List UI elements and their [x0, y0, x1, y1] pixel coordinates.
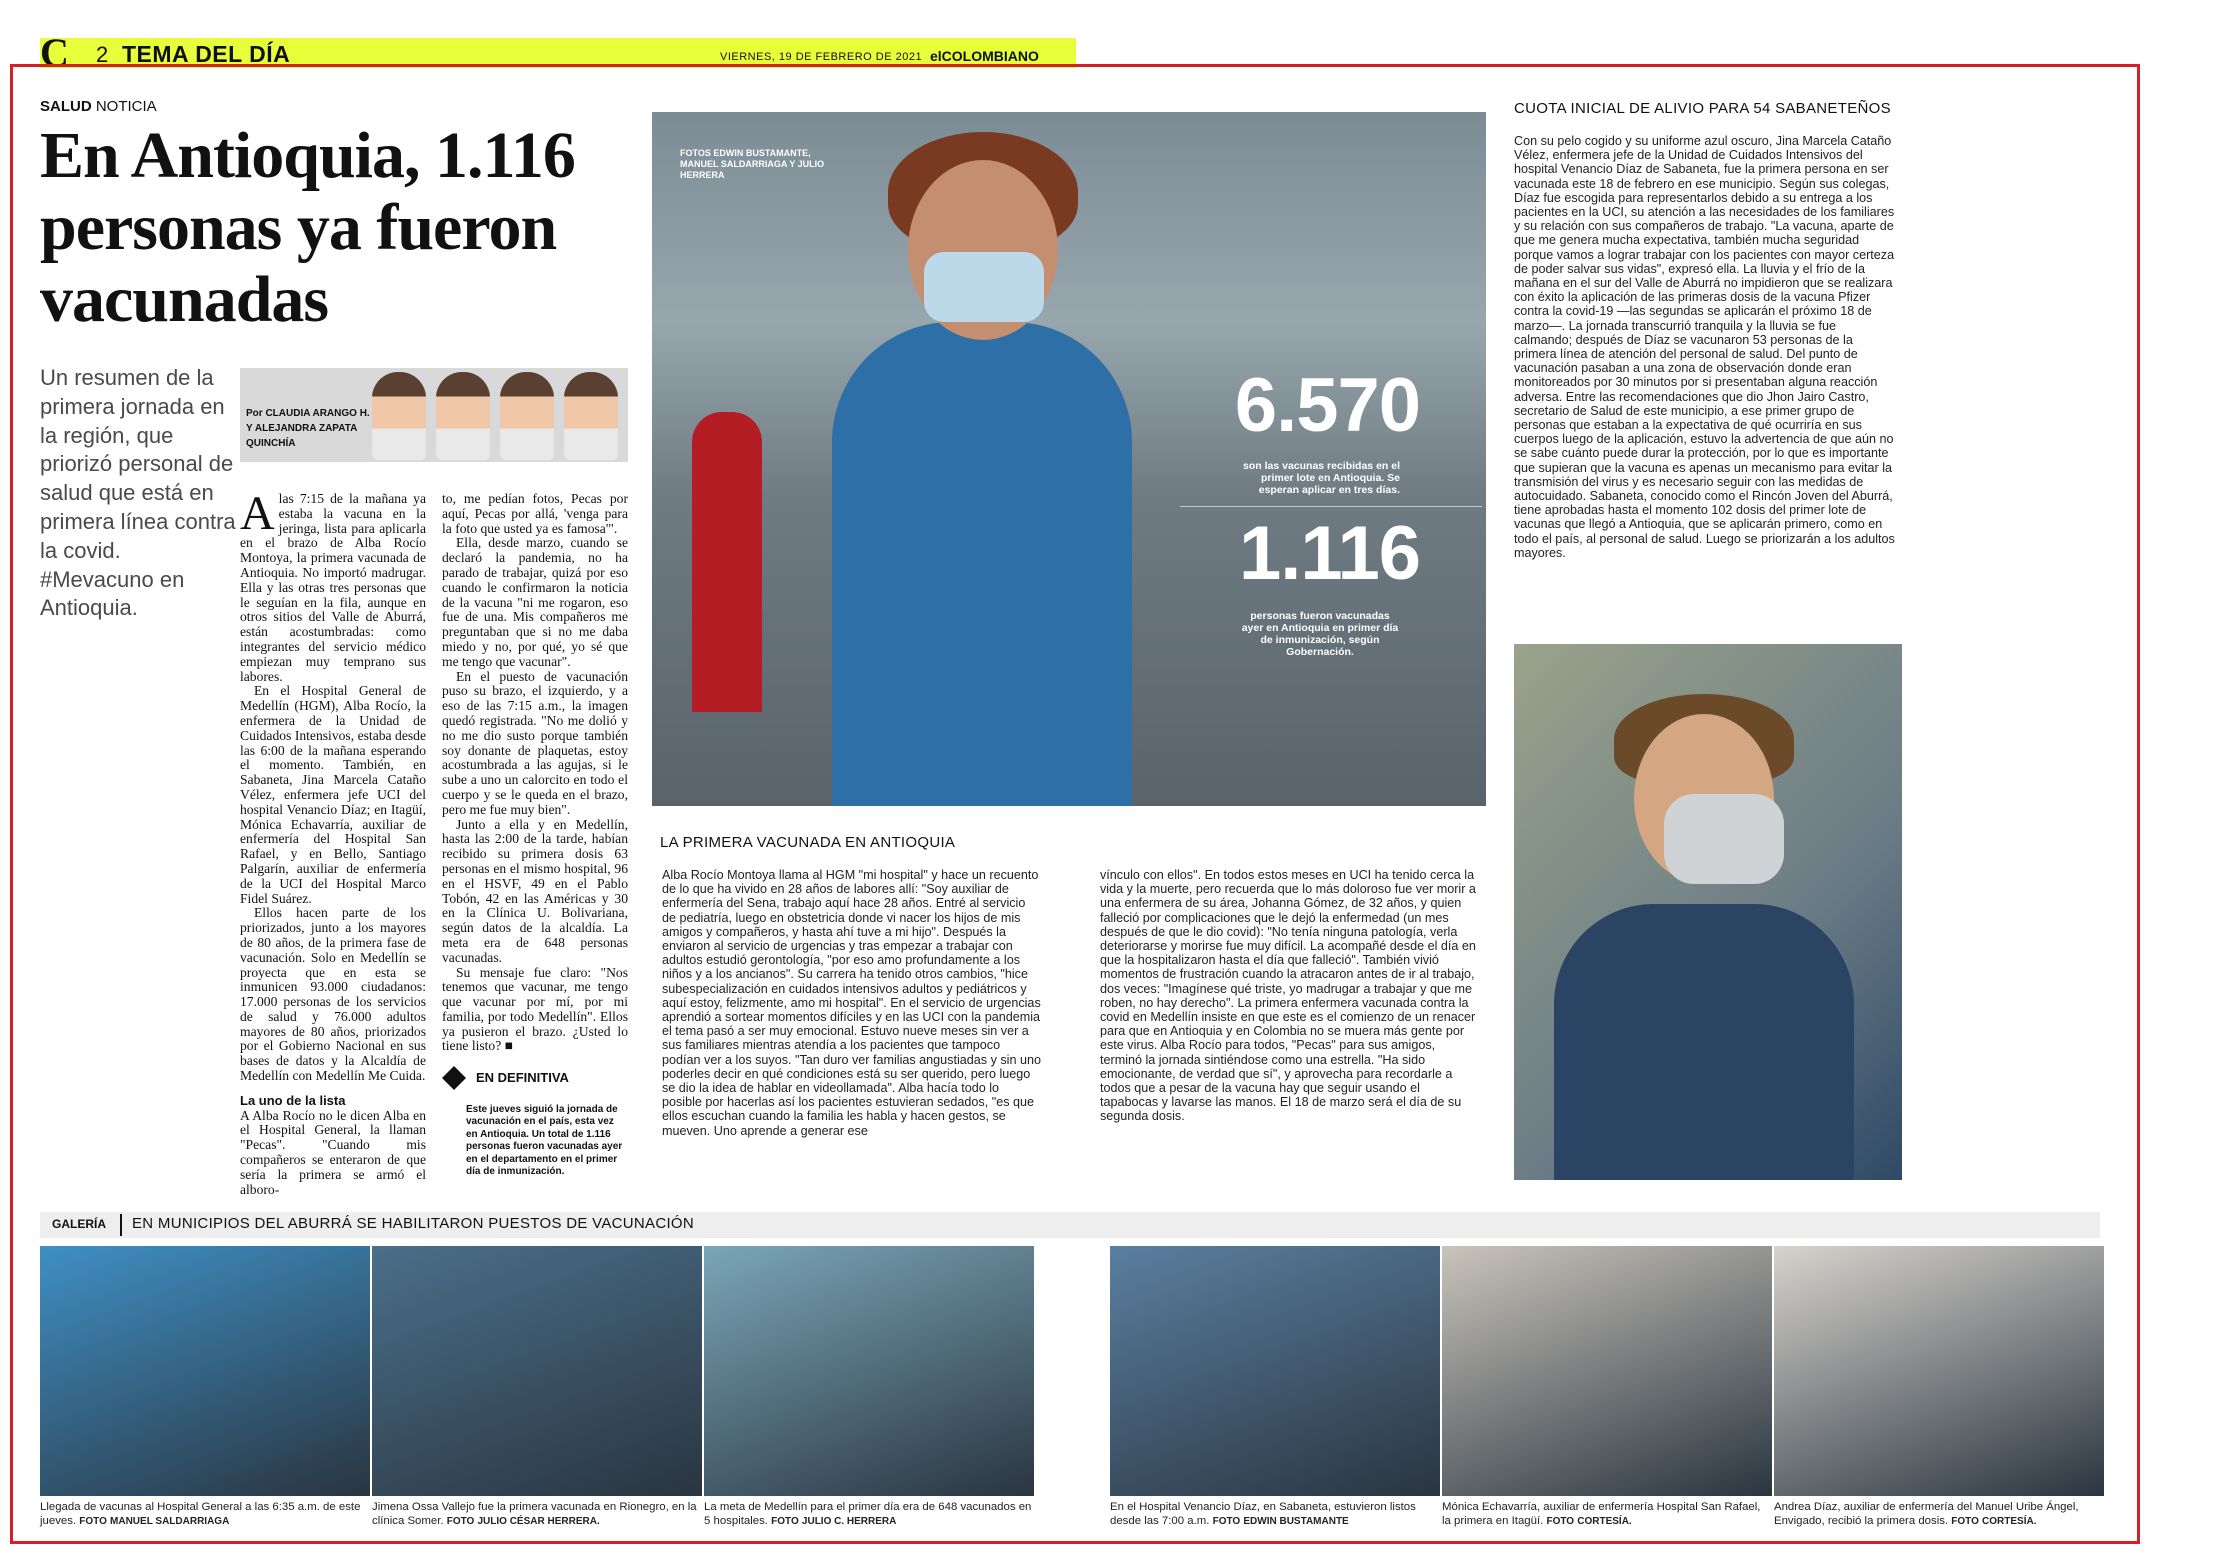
paragraph: las 7:15 de la mañana ya estaba la vacuna en la jeringa, lista para aplicarla en el brazo de Alba Rocío Montoya, la primera vacunada de Antioquia. No importó madrugar. Ella y las otras tres personas que le seguían en la fila, aunque en otros sitios del Valle de Aburrá, están acostumbradas: como integrantes del servicio médico empiezan muy temprano sus labores.	[240, 491, 426, 684]
gallery-photo	[40, 1246, 370, 1496]
gallery-photo	[1110, 1246, 1440, 1496]
stat-description: personas fueron vacunadas ayer en Antioquia en primer día de inmunización, según Gobernación.	[1241, 610, 1399, 658]
gallery-photo	[1774, 1246, 2104, 1496]
photo-background-person	[692, 412, 762, 712]
divider	[120, 1214, 122, 1236]
gallery-caption: Jimena Ossa Vallejo fue la primera vacunada en Rionegro, en la clínica Somer. FOTO JULIO CÉSAR HERRERA.	[372, 1501, 697, 1527]
stat-description: son las vacunas recibidas en el primer lote en Antioquia. Se esperan aplicar en tres días.	[1243, 460, 1400, 496]
photo-nurse-figure	[832, 322, 1132, 806]
dropcap: A	[240, 487, 275, 540]
author-photo	[436, 372, 490, 460]
gallery-label: GALERÍA	[52, 1217, 106, 1231]
gallery-caption: La meta de Medellín para el primer día era de 648 vacunados en 5 hospitales. FOTO JULIO C. HERRERA	[704, 1501, 1032, 1527]
gallery-caption: Mónica Echavarría, auxiliar de enfermería Hospital San Rafael, la primera en Itagüí. FOTO CORTESÍA.	[1442, 1501, 1761, 1527]
paragraph: Su mensaje fue claro: "Nos tenemos que vacunar, me tengo que vacunar por mí, por mi familia, por todo Medellín". Ellos ya pusieron el brazo. ¿Usted lo tiene listo? ■	[442, 964, 628, 1054]
gallery-title: EN MUNICIPIOS DEL ABURRÁ SE HABILITARON PUESTOS DE VACUNACIÓN	[132, 1215, 695, 1232]
photo-credit: FOTOS EDWIN BUSTAMANTE, MANUEL SALDARRIAGA Y JULIO HERRERA	[680, 148, 825, 180]
section-title: TEMA DEL DÍA	[122, 41, 291, 67]
stat-value: 1.116	[1239, 511, 1420, 596]
article-column-2	[442, 492, 628, 1054]
paragraph: A Alba Rocío no le dicen Alba en el Hospital General, la llaman "Pecas". "Cuando mis compañeros se enteraron de que sería la primera se armó el alboro-	[240, 1107, 426, 1197]
article-kicker: SALUD NOTICIA	[40, 98, 157, 115]
gallery-photo	[372, 1246, 702, 1496]
sidebar-story-column-2: vínculo con ellos". En todos estos meses en UCI ha tenido cerca la vida y la muerte, pero recuerda que lo más doloroso fue ver morir a una enfermera de su área, Johanna Gómez, de 32 años, y quien falleció por complicaciones que le dejó la enfermedad (un mes después de que le dio covid): "No tenía ninguna patología, verla deteriorarse y morirse fue muy difícil. La acompañé desde el día en que la hospitalizaron hasta el día que falleció". También vivió momentos de frustración cuando la atracaron antes de ir al trabajo, dos veces: "Imagínese qué triste, yo madrugar a trabajar y que me roben, no hay derecho". La primera enfermera vacunada contra la covid en Medellín insiste en que este es el comienzo de un renacer para que en Antioquia y en Colombia no se muera más gente por este virus. Alba Rocío para todos, "Pecas" para sus amigos, terminó la jornada sintiéndose como una estrella. "Ha sido emocionante, de verdad que sí", y aprovecha para recordarle a todos que a pesar de la vacuna hay que seguir usando el tapabocas y lavarse las manos. El 18 de marzo será el día de su segunda dosis.	[1100, 868, 1476, 1124]
definitiva-title: EN DEFINITIVA	[476, 1070, 569, 1085]
page-number: 2	[96, 42, 109, 67]
paragraph: to, me pedían fotos, Pecas por aquí, Pecas por allá, 'venga para la foto que usted ya es famosa'".	[442, 491, 628, 536]
article-headline: En Antioquia, 1.116 personas ya fueron vacunadas	[40, 119, 575, 336]
subheading: La uno de la lista	[240, 1092, 346, 1108]
main-photo	[652, 112, 1486, 806]
definitiva-text: Este jueves siguió la jornada de vacunación en el país, esta vez en Antioquia. Un total de 1.116 personas fueron vacunadas ayer en el departamento en el primer día de inmunización.	[466, 1104, 623, 1178]
author-photo	[500, 372, 554, 460]
paragraph: Ella, desde marzo, cuando se declaró la pandemia, no ha parado de trabajar, quizá por eso cuando le confirmaron la noticia de la vacuna "ni me rogaron, eso fue de una. Mis compañeros me preguntaban que si no me daba miedo y no, por qué, yo sé que me tengo que vacunar".	[442, 535, 628, 669]
sidebar-story-column-1: Alba Rocío Montoya llama al HGM "mi hospital" y hace un recuento de lo que ha vivido en 28 años de labores allí: "Soy auxiliar de enfermería del Sena, trabajo aquí hace 28 años. Entré al servicio de pediatría, luego en obstetricia donde vi nacer los hijos de mis amigos y compañeros, y hasta ahí tuve a mi hijo". Después la enviaron al servicio de urgencias y tras empezar a trabajar con adultos estudió gerontología, "por eso amo profundamente a los niños y a los ancianos". Su carrera ha tenido otros cambios, "hice subespecialización en cuidados intensivos adultos y pediátricos y aquí estoy, felizmente, amo mi hospital". En el servicio de urgencias aprendió a sortear momentos difíciles y en las UCI con la pandemia el tema pasó a ser muy emocional. Estuvo nueve meses sin ver a sus familiares mientras atendía a los pacientes que tampoco podían ver a los suyos. "Tan duro ver familias angustiadas y sin uno poderles decir en qué condiciones está su ser querido, pero luego se dio la idea de hablar en videollamada". Alba hacía todo lo posible por hacerlas así los pacientes estuvieran sedados, "es que ellos escuchan cuando la familia les habla y hacen gestos, se mueven. Uno aprende a generar ese	[662, 868, 1041, 1138]
paragraph: Ellos hacen parte de los priorizados, junto a los mayores de 80 años, de la primera fase de vacunación. Solo en Medellín se proyecta que en esta se inmunicen 93.000 ciudadanos: 17.000 personas de los servicios de salud y 76.000 adultos mayores de 80 años, priorizados por el Gobierno Nacional en sus bases de datos y la Alcaldía de Medellín con Medellín Me Cuida.	[240, 905, 426, 1084]
gallery-photo	[1442, 1246, 1772, 1496]
author-photo	[564, 372, 618, 460]
article-column-1	[240, 487, 426, 1197]
article-deck: Un resumen de la primera jornada en la región, que priorizó personal de salud que está en primera línea contra la covid. #Mevacuno en Antioquia.	[40, 365, 236, 621]
right-story-text: Con su pelo cogido y su uniforme azul oscuro, Jina Marcela Cataño Vélez, enfermera jefe de la Unidad de Cuidados Intensivos del hospital Venancio Díaz de Sabaneta, fue la primera persona en ser vacunada este 18 de febrero en ese municipio. Según sus colegas, Díaz fue escogida para representarlos debido a su entrega a los pacientes en la UCI, su atención a las necesidades de los familiares y su relación con sus compañeros de trabajo. "La vacuna, aparte de que me genera mucha expectativa, también mucha seguridad porque vamos a lograr trabajar con los pacientes con mayor certeza de poder salvar sus vidas", expresó ella. La lluvia y el frío de la mañana en el sur del Valle de Aburrá no impidieron que se realizara con éxito la aplicación de las primeras dosis de la vacuna Pfizer contra la covid-19 —las segundas se aplicarán el próximo 18 de marzo—. La jornada transcurrió tranquila y la lluvia se fue calmando; después de Díaz se vacunaron 53 personas de la primera línea de atención del personal de salud. Del punto de vacunación pasaban a una zona de observación donde eran monitoreados por 30 minutos por si presentaban alguna reacción adversa. Entre las recomendaciones que dio Jhon Jairo Castro, secretario de Salud de este municipio, a ese primer grupo de personas que estaban a la expectativa de qué ocurriría en sus cuerpos luego de la aplicación, estuvo la advertencia de que aún no se sabe cuánto puede durar la protección, por lo que es importante que supieran que la vacuna es apenas un mecanismo para evitar la transmisión del virus y es necesario seguir con las medidas de autocuidado. Sabaneta, conocido como el Rincón Joven del Aburrá, tiene aprobadas hasta el momento 102 dosis del primer lote de vacunas que llegó a Antioquia, que se aplicarán primero, como en todo el país, al personal de salud. Luego se priorizarán a los adultos mayores.	[1514, 134, 1895, 560]
sidebar-story-title: LA PRIMERA VACUNADA EN ANTIOQUIA	[660, 834, 956, 851]
gallery-caption: Llegada de vacunas al Hospital General a las 6:35 a.m. de este jueves. FOTO MANUEL SALDARRIAGA	[40, 1501, 361, 1527]
author-photo	[372, 372, 426, 460]
right-story-photo	[1514, 644, 1902, 1180]
paragraph: En el Hospital General de Medellín (HGM), Alba Rocío, la enfermera de la Unidad de Cuidados Intensivos, estaba desde las 6:00 de la mañana esperando el momento. También, en Sabaneta, Jina Marcela Cataño Vélez, enfermera jefe UCI del hospital Venancio Díaz; en Itagüí, Mónica Echavarría, auxiliar de enfermería del Hospital San Rafael, y en Bello, Santiago Palgarín, auxiliar de enfermería de la UCI del Hospital Marco Fidel Suárez.	[240, 683, 426, 906]
issue-date: VIERNES, 19 DE FEBRERO DE 2021	[720, 51, 923, 63]
stat-value: 6.570	[1234, 363, 1420, 448]
gallery-photo	[704, 1246, 1034, 1496]
byline: Por CLAUDIA ARANGO H. Y ALEJANDRA ZAPATA QUINCHÍA	[246, 408, 370, 449]
divider	[1180, 506, 1482, 507]
paragraph: Junto a ella y en Medellín, hasta las 2:00 de la tarde, habían recibido su primera dosis 63 personas en el mismo hospital, 96 en el HSVF, 49 en el Pablo Tobón, 42 en las Américas y 30 en la Clínica U. Bolivariana, según datos de la alcaldía. La meta era de 648 personas vacunadas.	[442, 816, 628, 965]
brand-name: elCOLOMBIANO	[930, 48, 1039, 64]
right-story-title: CUOTA INICIAL DE ALIVIO PARA 54 SABANETEÑOS	[1514, 100, 1891, 117]
gallery-caption: En el Hospital Venancio Díaz, en Sabaneta, estuvieron listos desde las 7:00 a.m. FOTO EDWIN BUSTAMANTE	[1110, 1501, 1416, 1527]
gallery-caption: Andrea Díaz, auxiliar de enfermería del Manuel Uribe Ángel, Envigado, recibió la primera dosis. FOTO CORTESÍA.	[1774, 1501, 2079, 1527]
paragraph: En el puesto de vacunación puso su brazo, el izquierdo, y a eso de las 7:15 a.m., la imagen quedó registrada. "No me dolió y no me dio susto porque también soy donante de plaquetas, estoy acostumbrada a las agujas, si le sube a uno un calorcito en todo el cuerpo y se le queda en el brazo, pero me fue muy bien".	[442, 668, 628, 817]
newspaper-logo: C	[40, 30, 69, 75]
